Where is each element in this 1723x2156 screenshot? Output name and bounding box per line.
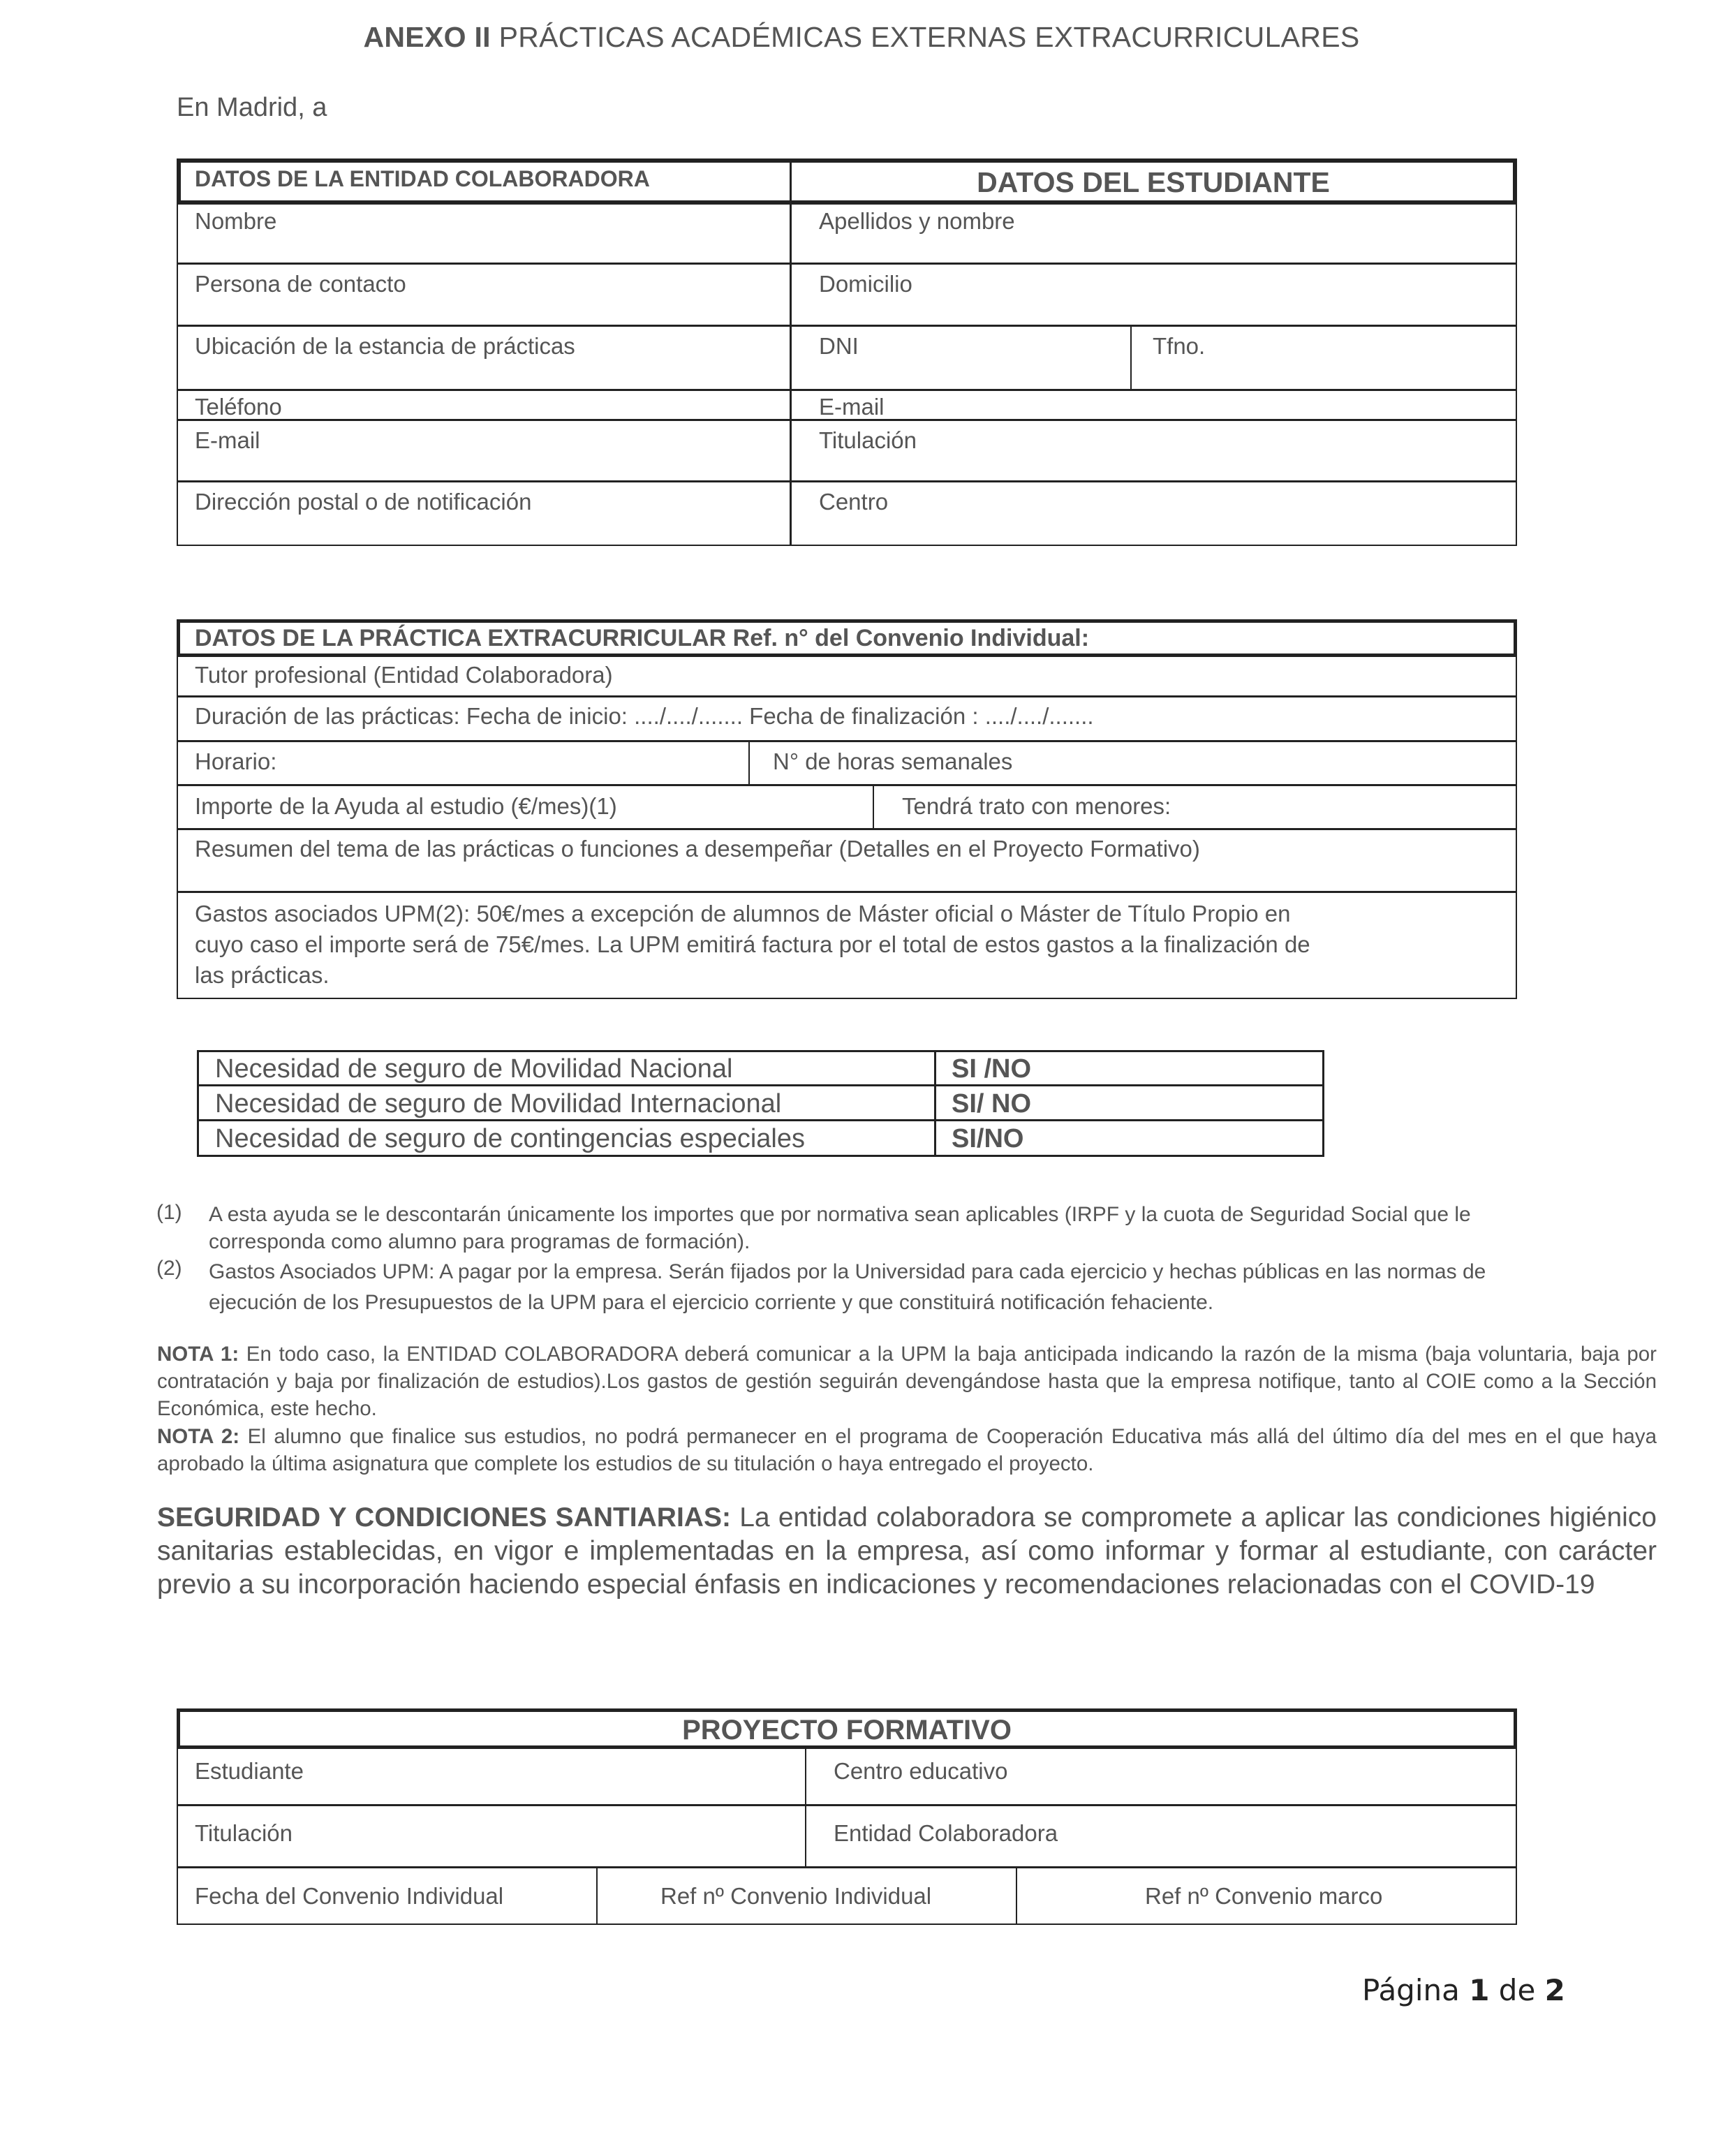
table2-row-line bbox=[177, 695, 1517, 697]
practice-section-header: DATOS DE LA PRÁCTICA EXTRACURRICULAR Ref. n° del Convenio Individual: bbox=[195, 625, 1090, 651]
footnote-line: A esta ayuda se le descontarán únicamente los importes que por normativa sean aplicables (IRPF y la cuota de Seguridad Social que le bbox=[209, 1203, 1471, 1226]
table1-row-line bbox=[177, 263, 1517, 265]
table2-row-line bbox=[177, 828, 1517, 830]
student-phone-field[interactable]: Tfno. bbox=[1153, 333, 1206, 359]
table4-col-divider bbox=[805, 1749, 806, 1868]
table3-row-line bbox=[197, 1119, 1324, 1121]
aid-amount-field[interactable]: Importe de la Ayuda al estudio (€/mes)(1) bbox=[195, 793, 617, 819]
page-current: 1 bbox=[1469, 1973, 1490, 2007]
individual-agreement-ref-field[interactable]: Ref nº Convenio Individual bbox=[660, 1883, 932, 1909]
project-school-field[interactable]: Centro educativo bbox=[834, 1758, 1008, 1784]
project-student-field[interactable]: Estudiante bbox=[195, 1758, 304, 1784]
safety-conditions-paragraph bbox=[157, 1501, 1657, 1602]
national-mobility-label: Necesidad de seguro de Movilidad Nacional bbox=[215, 1054, 733, 1084]
title-bold: ANEXO II bbox=[363, 21, 491, 53]
nota-2-label: NOTA 2: bbox=[157, 1425, 240, 1448]
agreement-date-field[interactable]: Fecha del Convenio Individual bbox=[195, 1883, 504, 1909]
weekly-hours-field[interactable]: N° de horas semanales bbox=[773, 748, 1013, 774]
table2-row-line bbox=[177, 891, 1517, 893]
entity-section-header: DATOS DE LA ENTIDAD COLABORADORA bbox=[195, 166, 650, 191]
table1-row-line bbox=[177, 480, 1517, 482]
student-degree-field[interactable]: Titulación bbox=[819, 427, 917, 453]
student-fullname-field[interactable]: Apellidos y nombre bbox=[819, 208, 1015, 234]
practice-summary-field[interactable]: Resumen del tema de las prácticas o funciones a desempeñar (Detalles en el Proyecto Formativo) bbox=[195, 836, 1200, 862]
entity-name-field[interactable]: Nombre bbox=[195, 208, 277, 234]
document-title bbox=[0, 21, 1723, 54]
table1-row-line bbox=[177, 325, 1517, 327]
student-section-header: DATOS DEL ESTUDIANTE bbox=[977, 166, 1330, 198]
framework-agreement-ref-field[interactable]: Ref nº Convenio marco bbox=[1145, 1883, 1383, 1909]
safety-label: SEGURIDAD Y CONDICIONES SANTIARIAS: bbox=[157, 1502, 731, 1533]
costs-line: Gastos asociados UPM(2): 50€/mes a excepción de alumnos de Máster oficial o Máster de Título Propio en bbox=[195, 901, 1291, 926]
table1-dni-divider bbox=[1130, 326, 1132, 391]
nota-1-label: NOTA 1: bbox=[157, 1343, 239, 1366]
footnote-1 bbox=[209, 1201, 1661, 1255]
national-mobility-choice[interactable]: SI /NO bbox=[952, 1054, 1032, 1084]
international-mobility-choice[interactable]: SI/ NO bbox=[952, 1089, 1032, 1118]
upm-costs-text bbox=[195, 899, 1310, 991]
footnote-line: ejecución de los Presupuestos de la UPM para el ejercicio corriente y que constituirá notificación fehaciente. bbox=[209, 1291, 1214, 1314]
entity-phone-field[interactable]: Teléfono bbox=[195, 394, 282, 420]
entity-location-field[interactable]: Ubicación de la estancia de prácticas bbox=[195, 333, 575, 359]
special-contingencies-label: Necesidad de seguro de contingencias especiales bbox=[215, 1124, 805, 1153]
project-entity-field[interactable]: Entidad Colaboradora bbox=[834, 1820, 1058, 1846]
training-project-header: PROYECTO FORMATIVO bbox=[682, 1715, 1012, 1745]
footnote-number: (2) bbox=[156, 1257, 182, 1280]
professional-tutor-field[interactable]: Tutor profesional (Entidad Colaboradora) bbox=[195, 662, 613, 688]
table3-col-divider bbox=[934, 1050, 936, 1157]
nota-2-text: El alumno que finalice sus estudios, no podrá permanecer en el programa de Cooperación Educativa más allá del último día del mes en el que haya aprobado la última asignatura que complete los estudios de su titulación o haya entregado el proyecto. bbox=[157, 1425, 1657, 1475]
table1-row-line bbox=[177, 389, 1517, 391]
page-indicator bbox=[1362, 1973, 1565, 2007]
table2-aid-divider bbox=[873, 784, 874, 829]
costs-line: cuyo caso el importe será de 75€/mes. La UPM emitirá factura por el total de estos gastos a la finalización de bbox=[195, 931, 1310, 957]
safety-text: La entidad colaboradora se compromete a aplicar las condiciones higiénico sanitarias establecidas, en vigor e implementadas en la empresa, así como informar y formar al estudiante, con carácter previo a su incorporación haciendo especial énfasis en indicaciones y recomendaciones relacionadas con el COVID-19 bbox=[157, 1502, 1657, 1600]
table2-schedule-divider bbox=[748, 740, 750, 785]
student-school-field[interactable]: Centro bbox=[819, 489, 889, 515]
nota-2 bbox=[157, 1423, 1657, 1477]
entity-email-field[interactable]: E-mail bbox=[195, 427, 260, 453]
student-email-field[interactable]: E-mail bbox=[819, 394, 885, 420]
project-degree-field[interactable]: Titulación bbox=[195, 1820, 293, 1846]
student-address-field[interactable]: Domicilio bbox=[819, 271, 912, 297]
footnote-line: Gastos Asociados UPM: A pagar por la empresa. Serán fijados por la Universidad para cada ejercicio y hechas públicas en las normas de bbox=[209, 1260, 1486, 1283]
page-prefix: Página bbox=[1362, 1973, 1470, 2007]
footnote-number: (1) bbox=[156, 1201, 182, 1224]
nota-1-text: En todo caso, la ENTIDAD COLABORADORA deberá comunicar a la UPM la baja anticipada indicando la razón de la misma (baja voluntaria, baja por contratación y baja por finalización de estudios).Los gastos de gestión seguirán devengándose hasta que la empresa notifique, tanto al COIE como a la Sección Económica, este hecho. bbox=[157, 1343, 1657, 1420]
table1-col-divider bbox=[790, 158, 792, 546]
entity-postal-address-field[interactable]: Dirección postal o de notificación bbox=[195, 489, 532, 515]
page-total: 2 bbox=[1544, 1973, 1565, 2007]
schedule-field[interactable]: Horario: bbox=[195, 748, 277, 774]
minors-contact-field[interactable]: Tendrá trato con menores: bbox=[902, 793, 1171, 819]
entity-contact-field[interactable]: Persona de contacto bbox=[195, 271, 406, 297]
table4-row-line bbox=[177, 1804, 1517, 1806]
table4-col-divider bbox=[596, 1866, 598, 1925]
table4-col-divider bbox=[1016, 1866, 1017, 1925]
place-date-line: En Madrid, a bbox=[177, 93, 327, 122]
costs-line: las prácticas. bbox=[195, 962, 330, 988]
footnote-line: corresponda como alumno para programas de formación). bbox=[209, 1230, 750, 1253]
table4-row-line bbox=[177, 1866, 1517, 1868]
nota-1 bbox=[157, 1341, 1657, 1422]
student-dni-field[interactable]: DNI bbox=[819, 333, 859, 359]
table3-row-line bbox=[197, 1084, 1324, 1086]
footnote-2 bbox=[209, 1257, 1661, 1318]
page-middle: de bbox=[1489, 1973, 1545, 2007]
table2-row-line bbox=[177, 784, 1517, 786]
table2-row-line bbox=[177, 740, 1517, 742]
title-rest: PRÁCTICAS ACADÉMICAS EXTERNAS EXTRACURRICULARES bbox=[490, 21, 1360, 53]
practice-duration-field[interactable]: Duración de las prácticas: Fecha de inicio: ..../..../....... Fecha de finalización : ..../..../....... bbox=[195, 703, 1094, 729]
international-mobility-label: Necesidad de seguro de Movilidad Internacional bbox=[215, 1089, 782, 1118]
special-contingencies-choice[interactable]: SI/NO bbox=[952, 1124, 1024, 1153]
